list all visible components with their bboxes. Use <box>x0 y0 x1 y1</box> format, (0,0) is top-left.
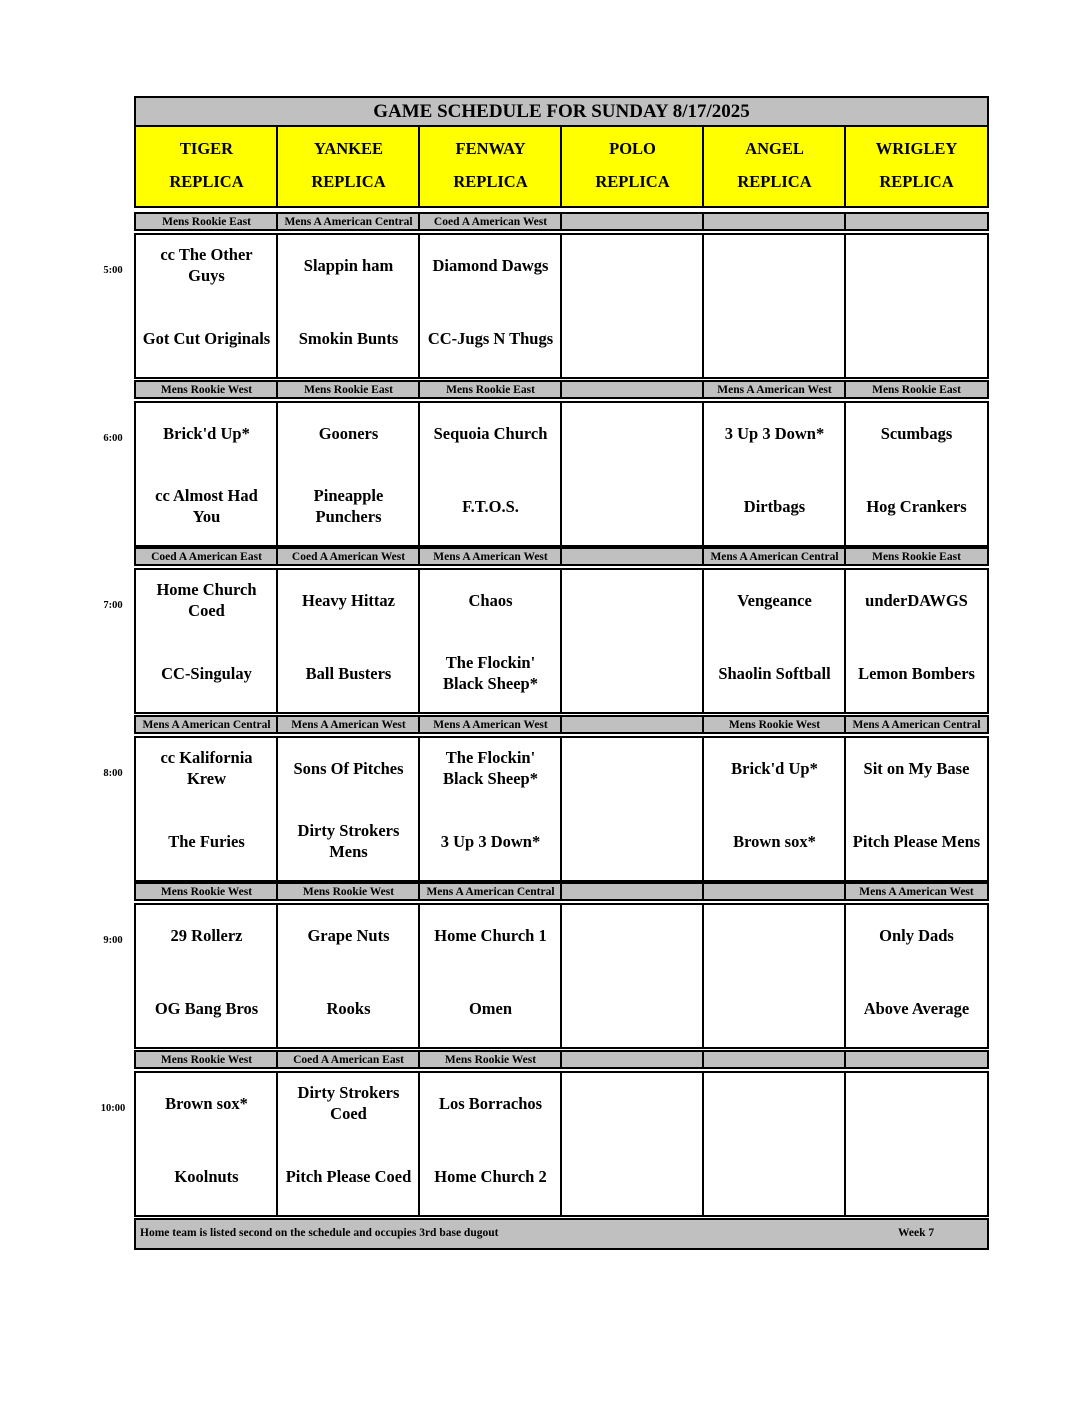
away-team: Diamond Dawgs <box>432 255 549 275</box>
game-cell <box>702 736 847 882</box>
division-label <box>560 882 705 901</box>
home-team: Omen <box>468 998 513 1018</box>
division-label: Coed A American East <box>134 547 279 566</box>
home-team: The Flockin' Black Sheep* <box>443 653 538 693</box>
field-header-wrigley <box>844 125 989 208</box>
division-label: Mens A American West <box>844 882 989 901</box>
home-team: OG Bang Bros <box>154 998 259 1018</box>
away-team: Sons Of Pitches <box>293 758 404 778</box>
game-cell <box>418 903 563 1049</box>
away-team: Sit on My Base <box>863 758 970 778</box>
game-cell <box>702 568 847 714</box>
away-team: Brown sox* <box>165 1093 248 1113</box>
field-name: ANGEL <box>745 139 804 158</box>
game-cell <box>134 401 279 547</box>
away-team: underDAWGS <box>865 590 968 610</box>
division-label <box>560 715 705 734</box>
away-team <box>558 409 707 457</box>
division-label <box>560 212 705 231</box>
home-team: 3 Up 3 Down* <box>440 831 541 851</box>
division-label <box>560 1050 705 1069</box>
game-cell <box>702 903 847 1049</box>
field-subtitle: REPLICA <box>453 172 528 191</box>
away-team: cc The Other Guys <box>160 245 253 285</box>
home-team <box>558 817 707 865</box>
game-cell <box>844 736 989 882</box>
away-team: Heavy Hittaz <box>301 590 395 610</box>
division-label: Mens Rookie East <box>134 212 279 231</box>
division-label: Mens A American Central <box>134 715 279 734</box>
division-label: Mens A American Central <box>276 212 421 231</box>
home-team: Koolnuts <box>174 1166 239 1186</box>
field-name: TIGER <box>179 139 234 158</box>
game-cell <box>276 1071 421 1217</box>
division-label <box>844 212 989 231</box>
division-label: Mens Rookie East <box>276 380 421 399</box>
game-cell <box>134 233 279 379</box>
home-team: Ball Busters <box>305 663 392 683</box>
away-team: Home Church Coed <box>156 580 257 620</box>
division-label <box>560 380 705 399</box>
home-team: Dirtbags <box>743 496 806 516</box>
field-subtitle: REPLICA <box>595 172 670 191</box>
time-label: 6:00 <box>103 433 123 444</box>
away-team <box>700 241 849 289</box>
home-team: Home Church 2 <box>434 1166 547 1186</box>
field-header-polo <box>560 125 705 208</box>
division-label: Mens A American West <box>702 380 847 399</box>
division-row <box>134 1050 989 1069</box>
away-team <box>700 1079 849 1127</box>
division-row <box>134 212 989 231</box>
division-label: Coed A American West <box>276 547 421 566</box>
time-label: 5:00 <box>103 265 123 276</box>
game-cell <box>276 903 421 1049</box>
field-name: FENWAY <box>455 139 526 158</box>
home-team <box>842 1152 991 1200</box>
time-label: 7:00 <box>103 600 123 611</box>
division-label <box>702 882 847 901</box>
division-label <box>702 1050 847 1069</box>
game-cell <box>844 1071 989 1217</box>
game-cell <box>418 568 563 714</box>
away-team: Chaos <box>468 590 513 610</box>
division-label: Mens A American Central <box>702 547 847 566</box>
home-team: Shaolin Softball <box>718 663 831 683</box>
division-label: Mens A American Central <box>418 882 563 901</box>
field-header-tiger <box>134 125 279 208</box>
away-team: Brick'd Up* <box>731 758 818 778</box>
game-row <box>134 736 989 882</box>
home-team: Brown sox* <box>733 831 816 851</box>
home-team: Hog Crankers <box>866 496 967 516</box>
week-label: Week 7 <box>898 1227 935 1239</box>
field-name: POLO <box>609 139 656 158</box>
away-team: Los Borrachos <box>438 1093 543 1113</box>
division-label: Mens Rookie West <box>276 882 421 901</box>
division-row <box>134 380 989 399</box>
home-team <box>700 1152 849 1200</box>
division-label <box>560 547 705 566</box>
away-team: Vengeance <box>737 590 812 610</box>
division-label: Mens Rookie East <box>844 547 989 566</box>
game-cell <box>844 568 989 714</box>
home-team: Lemon Bombers <box>858 663 975 683</box>
time-label: 10:00 <box>100 1103 126 1114</box>
away-team <box>558 1079 707 1127</box>
game-row <box>134 903 989 1049</box>
game-cell <box>560 568 705 714</box>
game-cell <box>702 1071 847 1217</box>
away-team <box>558 241 707 289</box>
division-label: Mens A American Central <box>844 715 989 734</box>
field-subtitle: REPLICA <box>311 172 386 191</box>
footer-note: Home team is listed second on the schedule and occupies 3rd base dugout <box>140 1227 499 1239</box>
field-subtitle: REPLICA <box>737 172 812 191</box>
game-row <box>134 568 989 714</box>
schedule-title: GAME SCHEDULE FOR SUNDAY 8/17/2025 <box>134 96 989 127</box>
game-cell <box>134 903 279 1049</box>
away-team: Scumbags <box>880 423 953 443</box>
division-label: Mens Rookie West <box>134 380 279 399</box>
home-team: Pitch Please Coed <box>285 1166 412 1186</box>
division-label <box>702 212 847 231</box>
game-cell <box>418 1071 563 1217</box>
home-team: Got Cut Originals <box>142 328 271 348</box>
field-name: WRIGLEY <box>875 139 958 158</box>
game-row <box>134 1071 989 1217</box>
home-team: CC-Singulay <box>161 663 252 683</box>
game-cell <box>844 401 989 547</box>
home-team: Above Average <box>863 998 970 1018</box>
game-cell <box>702 233 847 379</box>
away-team <box>558 911 707 959</box>
home-team <box>700 984 849 1032</box>
division-row <box>134 547 989 566</box>
away-team: Gooners <box>318 423 379 443</box>
game-cell <box>134 568 279 714</box>
division-label: Mens Rookie West <box>134 882 279 901</box>
away-team <box>842 241 991 289</box>
field-header-fenway <box>418 125 563 208</box>
division-label: Mens Rookie West <box>134 1050 279 1069</box>
division-label: Mens Rookie West <box>702 715 847 734</box>
away-team: Grape Nuts <box>307 925 390 945</box>
home-team <box>700 314 849 362</box>
home-team <box>558 984 707 1032</box>
division-label: Mens A American West <box>418 547 563 566</box>
away-team: The Flockin' Black Sheep* <box>443 748 538 788</box>
game-cell <box>560 1071 705 1217</box>
home-team: Dirty Strokers Mens <box>297 821 400 861</box>
time-label: 9:00 <box>103 935 123 946</box>
game-cell <box>560 736 705 882</box>
home-team: Rooks <box>326 998 371 1018</box>
division-row <box>134 715 989 734</box>
away-team <box>558 576 707 624</box>
field-header-angel <box>702 125 847 208</box>
division-label: Mens A American West <box>418 715 563 734</box>
division-label <box>844 1050 989 1069</box>
home-team <box>558 482 707 530</box>
game-cell <box>702 401 847 547</box>
division-label: Mens Rookie East <box>418 380 563 399</box>
game-cell <box>134 736 279 882</box>
away-team: Dirty Strokers Coed <box>297 1083 400 1123</box>
game-cell <box>134 1071 279 1217</box>
home-team: Pitch Please Mens <box>852 831 981 851</box>
away-team <box>700 911 849 959</box>
game-cell <box>418 233 563 379</box>
away-team: 3 Up 3 Down* <box>724 423 825 443</box>
game-cell <box>560 233 705 379</box>
game-cell <box>844 903 989 1049</box>
field-name: YANKEE <box>313 139 384 158</box>
home-team <box>558 649 707 697</box>
home-team: Pineapple Punchers <box>313 486 384 526</box>
game-cell <box>560 401 705 547</box>
home-team <box>558 314 707 362</box>
field-subtitle: REPLICA <box>169 172 244 191</box>
division-label: Mens A American West <box>276 715 421 734</box>
away-team <box>842 1079 991 1127</box>
time-label: 8:00 <box>103 768 123 779</box>
home-team <box>842 314 991 362</box>
game-cell <box>844 233 989 379</box>
home-team: Smokin Bunts <box>298 328 399 348</box>
game-cell <box>418 736 563 882</box>
game-cell <box>276 568 421 714</box>
game-cell <box>276 736 421 882</box>
away-team: Slappin ham <box>303 255 394 275</box>
game-cell <box>276 233 421 379</box>
field-header-yankee <box>276 125 421 208</box>
game-row <box>134 233 989 379</box>
home-team <box>558 1152 707 1200</box>
home-team: The Furies <box>168 831 245 851</box>
away-team: Home Church 1 <box>434 925 547 945</box>
game-row <box>134 401 989 547</box>
home-team: F.T.O.S. <box>462 496 519 516</box>
game-cell <box>276 401 421 547</box>
away-team: 29 Rollerz <box>170 925 243 945</box>
home-team: CC-Jugs N Thugs <box>427 328 554 348</box>
game-cell <box>560 903 705 1049</box>
schedule-footer <box>134 1218 989 1250</box>
division-label: Mens Rookie East <box>844 380 989 399</box>
away-team: cc Kalifornia Krew <box>160 748 253 788</box>
division-label: Coed A American East <box>276 1050 421 1069</box>
field-subtitle: REPLICA <box>879 172 954 191</box>
away-team: Sequoia Church <box>433 423 548 443</box>
game-cell <box>418 401 563 547</box>
home-team: cc Almost Had You <box>155 486 258 526</box>
division-row <box>134 882 989 901</box>
division-label: Mens Rookie West <box>418 1050 563 1069</box>
away-team: Only Dads <box>879 925 954 945</box>
away-team <box>558 744 707 792</box>
away-team: Brick'd Up* <box>163 423 250 443</box>
division-label: Coed A American West <box>418 212 563 231</box>
